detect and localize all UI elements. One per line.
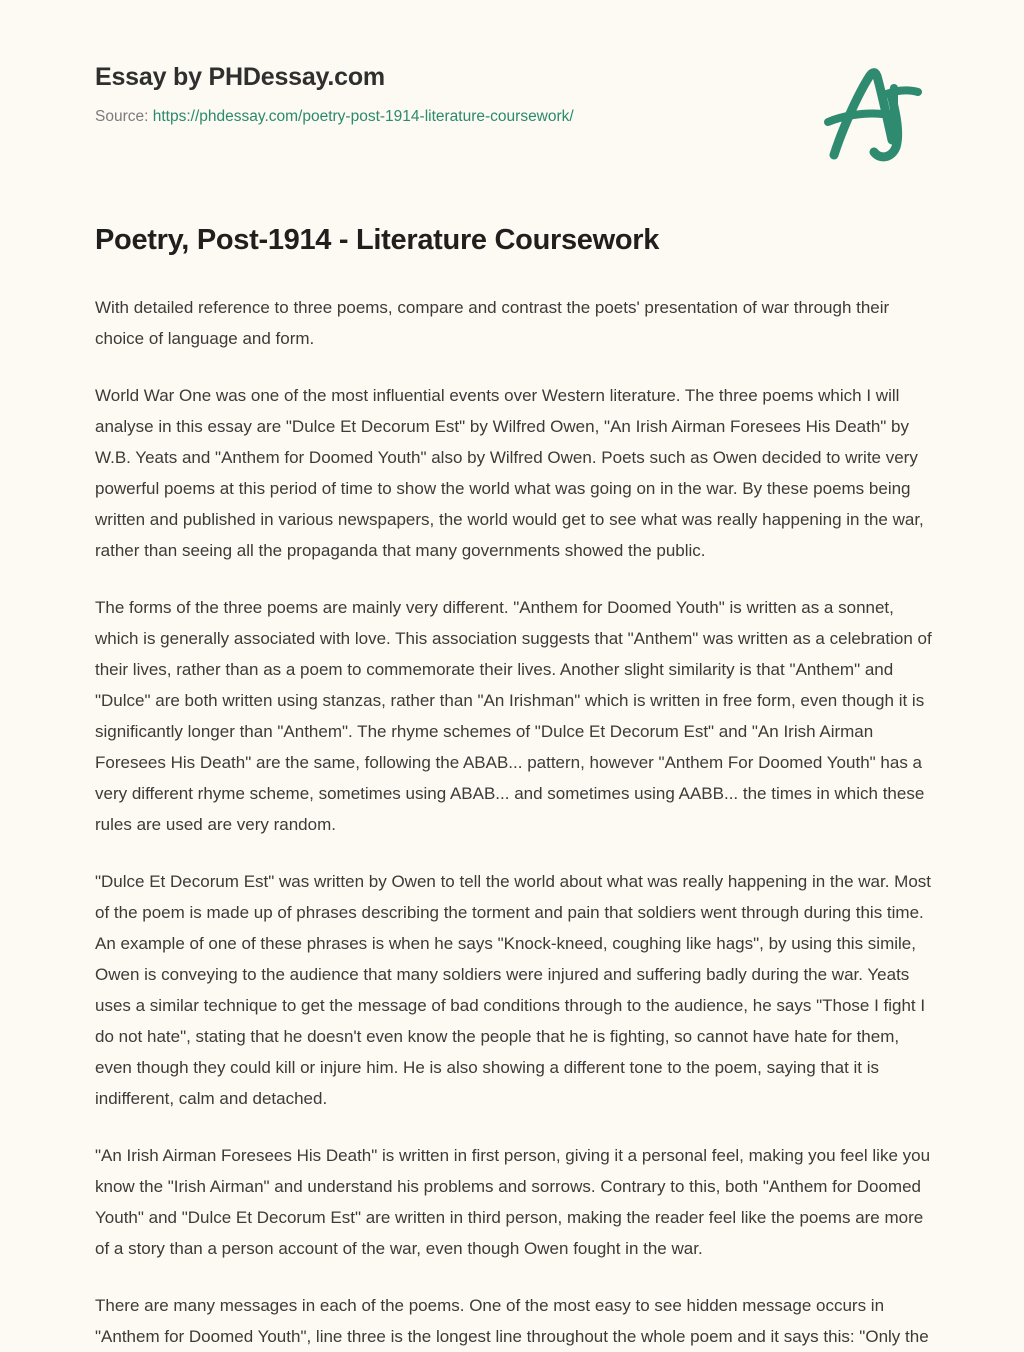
paragraph: "An Irish Airman Foresees His Death" is written in first person, giving it a personal feel, making you feel like you know the "Irish Airman" and understand his problems and sorrows. Contrary to this, both "Anthem for Doomed Youth" and "Dulce Et Decorum Est" are written in third person, making the reader feel like the poems are more of a story than a person account of the war, even though Owen fought in the war.: [95, 1146, 931, 1259]
a-plus-logo-icon: [812, 52, 952, 172]
page-header: [95, 62, 795, 127]
source-url-link[interactable]: https://phdessay.com/poetry-post-1914-literature-coursework/: [152, 108, 574, 125]
page-title: Poetry, Post-1914 - Literature Coursework: [95, 224, 660, 256]
paragraph: With detailed reference to three poems, compare and contrast the poets' presentation of war through their choice of language and form.: [95, 298, 890, 349]
source-line: [95, 107, 795, 127]
article-body: [95, 292, 933, 1352]
paragraph: The forms of the three poems are mainly very different. "Anthem for Doomed Youth" is written as a sonnet, which is generally associated with love. This association suggests that "Anthem" was written as a celebration of their lives, rather than as a poem to commemorate their lives. Another slight similarity is that "Anthem" and "Dulce" are both written using stanzas, rather than "An Irishman" which is written in free form, even though it is significantly longer than "Anthem". The rhyme schemes of "Dulce Et Decorum Est" and "An Irish Airman Foresees His Death" are the same, following the ABAB... pattern, however "Anthem For Doomed Youth" has a very different rhyme scheme, sometimes using ABAB... and sometimes using AABB... the times in which these rules are used are very random.: [95, 598, 932, 835]
brand-title: Essay by PHDessay.com: [95, 63, 385, 91]
paragraph: "Dulce Et Decorum Est" was written by Owen to tell the world about what was really happening in the war. Most of the poem is made up of phrases describing the torment and pain that soldiers went through during this time. An example of one of these phrases is when he says "Knock-kneed, coughing like hags", by using this simile, Owen is conveying to the audience that many soldiers were injured and suffering badly during the war. Yeats uses a similar technique to get the message of bad conditions through to the audience, he says "Those I fight I do not hate", stating that he doesn't even know the people that he is fighting, so cannot have hate for them, even though they could kill or injure him. He is also showing a different tone to the poem, saying that it is indifferent, calm and detached.: [95, 872, 932, 1109]
paragraph: World War One was one of the most influential events over Western literature. The three poems which I will analyse in this essay are "Dulce Et Decorum Est" by Wilfred Owen, "An Irish Airman Foresees His Death" by W.B. Yeats and "Anthem for Doomed Youth" also by Wilfred Owen. Poets such as Owen decided to write very powerful poems at this period of time to show the world what was going on in the war. By these poems being written and published in various newspapers, the world would get to see what was really happening in the war, rather than seeing all the propaganda that many governments showed the public.: [95, 386, 924, 561]
source-label: Source:: [95, 108, 149, 125]
a-plus-logo: [812, 52, 952, 172]
article: [95, 222, 933, 1352]
paragraph: There are many messages in each of the poems. One of the most easy to see hidden message occurs in "Anthem for Doomed Youth", line three is the longest line throughout the whole poem and it says this: "Only the: [95, 1296, 929, 1347]
